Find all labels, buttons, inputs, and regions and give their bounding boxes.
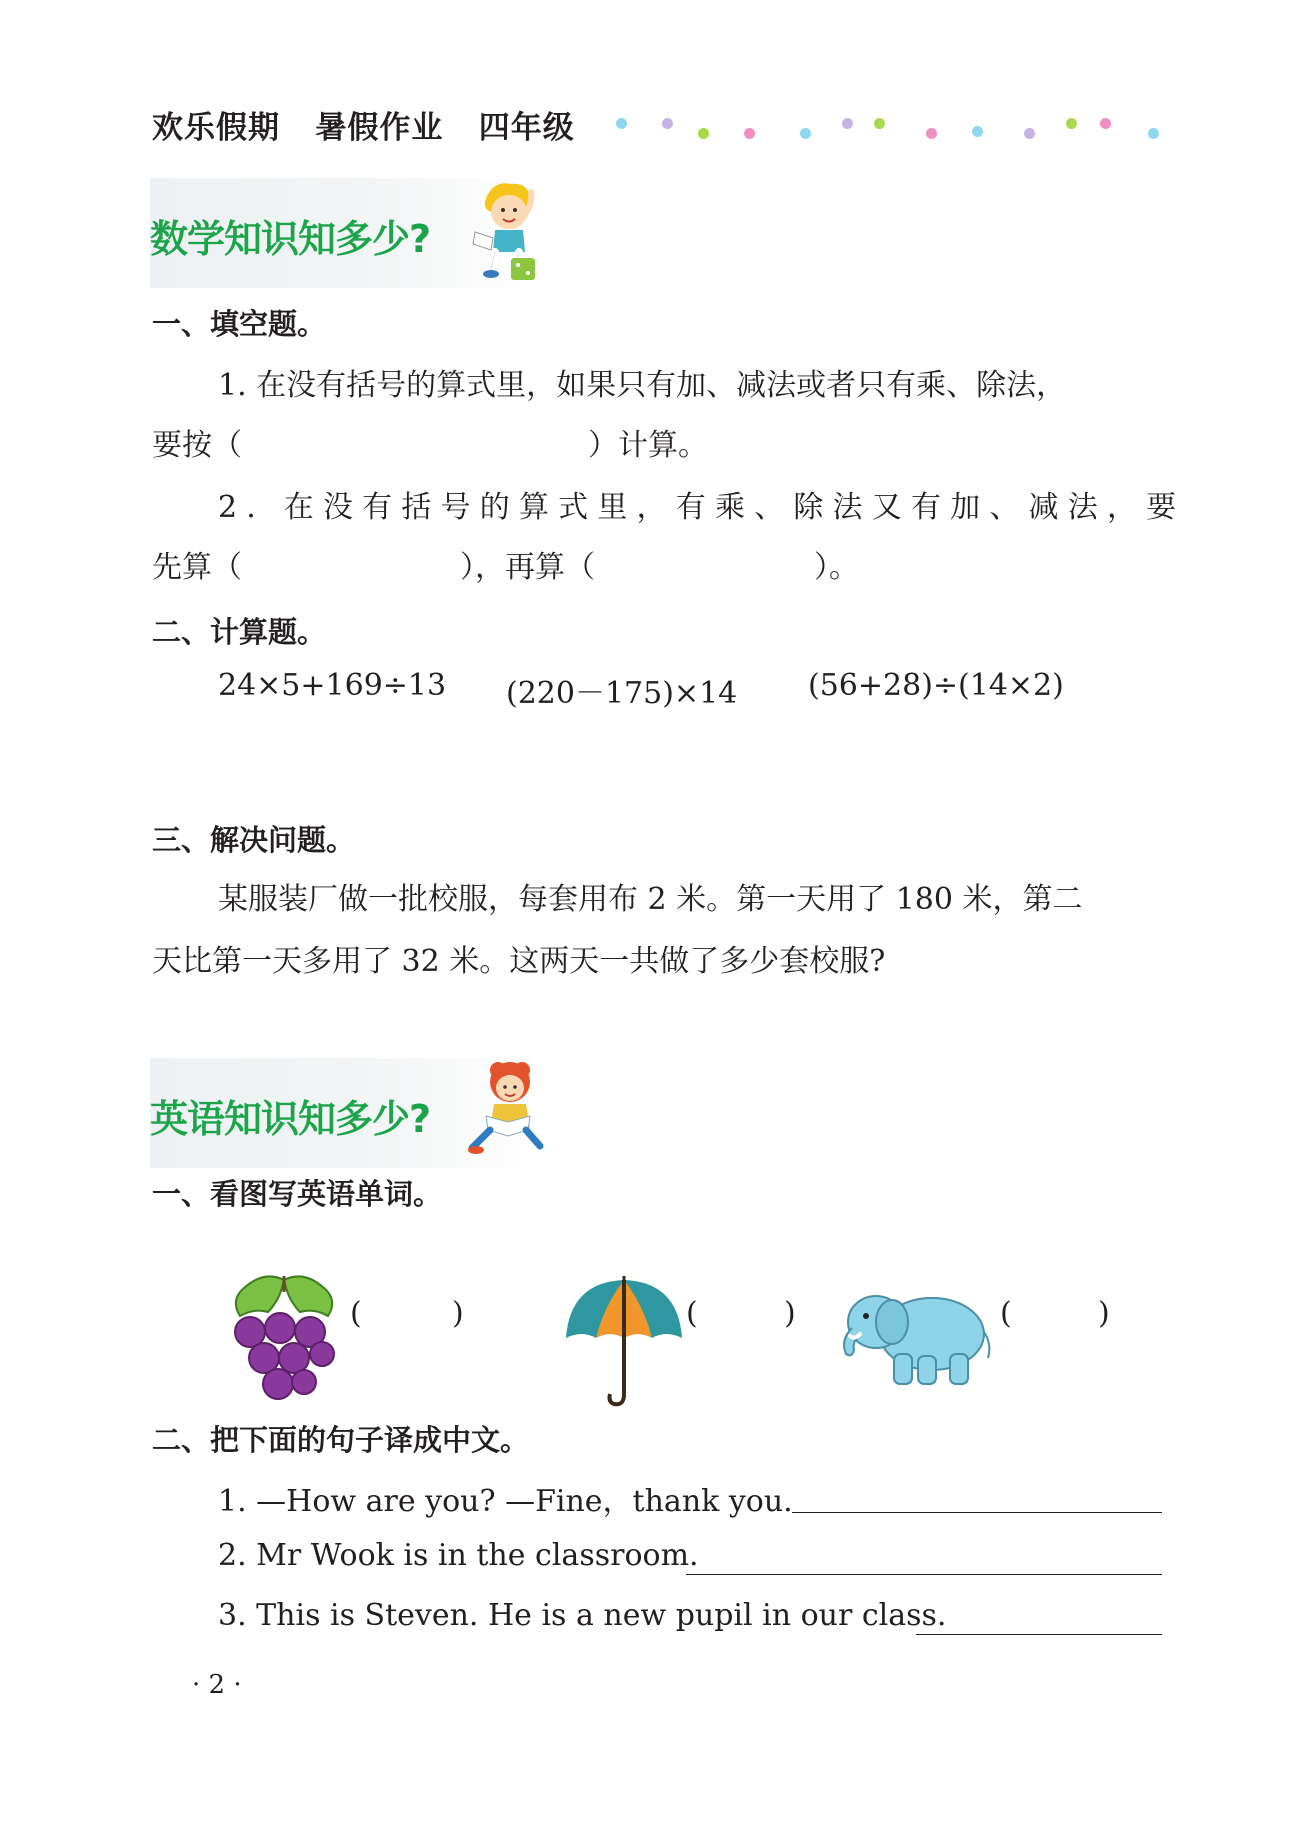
- question-1-line-2-start: 要按（: [152, 428, 242, 463]
- question-1-text: 1. 在没有括号的算式里，如果只有加、减法或者只有乘、除法，: [218, 368, 1067, 403]
- sentence-1: 1. —How are you? —Fine，thank you.: [218, 1484, 793, 1519]
- header-dot: [744, 128, 755, 139]
- expression-2: (220－175)×14: [506, 676, 738, 711]
- header-dot: [1024, 128, 1035, 139]
- answer-paren-open-2: (: [686, 1296, 698, 1331]
- question-2-line-2-mid: ），再算（: [460, 550, 595, 585]
- math-section-1-title: 一、填空题。: [152, 307, 327, 341]
- header-dot: [874, 118, 885, 129]
- elephant-icon: [836, 1282, 996, 1392]
- problem-line-1: 某服装厂做一批校服，每套用布 2 米。第一天用了 180 米，第二: [218, 882, 1083, 917]
- page-number: · 2 ·: [192, 1670, 242, 1700]
- header-dot: [1148, 128, 1159, 139]
- header-dot: [972, 126, 983, 137]
- sentence-2: 2. Mr Wook is in the classroom.: [218, 1538, 699, 1573]
- english-banner-title: 英语知识知多少?: [150, 1097, 431, 1141]
- question-2-line-2-start: 先算（: [152, 550, 242, 585]
- child-reading-icon: [468, 1058, 548, 1158]
- answer-line-1[interactable]: [792, 1512, 1162, 1513]
- math-section-3-title: 三、解决问题。: [152, 823, 356, 857]
- header-dot: [842, 118, 853, 129]
- header-dot: [698, 128, 709, 139]
- header-dot: [926, 128, 937, 139]
- question-2-line-2-end: ）。: [814, 550, 859, 585]
- header-title: 欢乐假期 暑假作业 四年级: [152, 110, 575, 146]
- header-dot: [616, 118, 627, 129]
- answer-line-2[interactable]: [686, 1574, 1162, 1575]
- english-section-1-title: 一、看图写英语单词。: [152, 1177, 443, 1211]
- header-dot: [662, 118, 673, 129]
- boy-reading-icon: [465, 178, 545, 284]
- answer-paren-close-2: ): [784, 1296, 796, 1331]
- sentence-3: 3. This is Steven. He is a new pupil in our class.: [218, 1598, 947, 1633]
- answer-paren-open-1: (: [350, 1296, 362, 1331]
- math-banner-title: 数学知识知多少?: [150, 217, 431, 261]
- math-section-2-title: 二、计算题。: [152, 615, 327, 649]
- header-dot: [1100, 118, 1111, 129]
- question-1-line-2-end: ）计算。: [588, 428, 708, 463]
- question-2-line-1: 2. 在没有括号的算式里，有乘、除法又有加、减法，要: [218, 490, 1186, 525]
- problem-line-2: 天比第一天多用了 32 米。这两天一共做了多少套校服?: [152, 944, 886, 979]
- grape-icon: [224, 1270, 344, 1410]
- question-1-line-1: [218, 360, 1162, 404]
- expression-3: (56+28)÷(14×2): [808, 668, 1064, 703]
- answer-paren-close-3: ): [1098, 1296, 1110, 1331]
- header-dot: [1066, 118, 1077, 129]
- english-section-2-title: 二、把下面的句子译成中文。: [152, 1423, 530, 1457]
- header-dot: [800, 128, 811, 139]
- answer-line-3[interactable]: [916, 1634, 1162, 1635]
- expression-1: 24×5+169÷13: [218, 668, 447, 703]
- umbrella-icon: [562, 1276, 686, 1410]
- answer-paren-close-1: ): [452, 1296, 464, 1331]
- answer-paren-open-3: (: [1000, 1296, 1012, 1331]
